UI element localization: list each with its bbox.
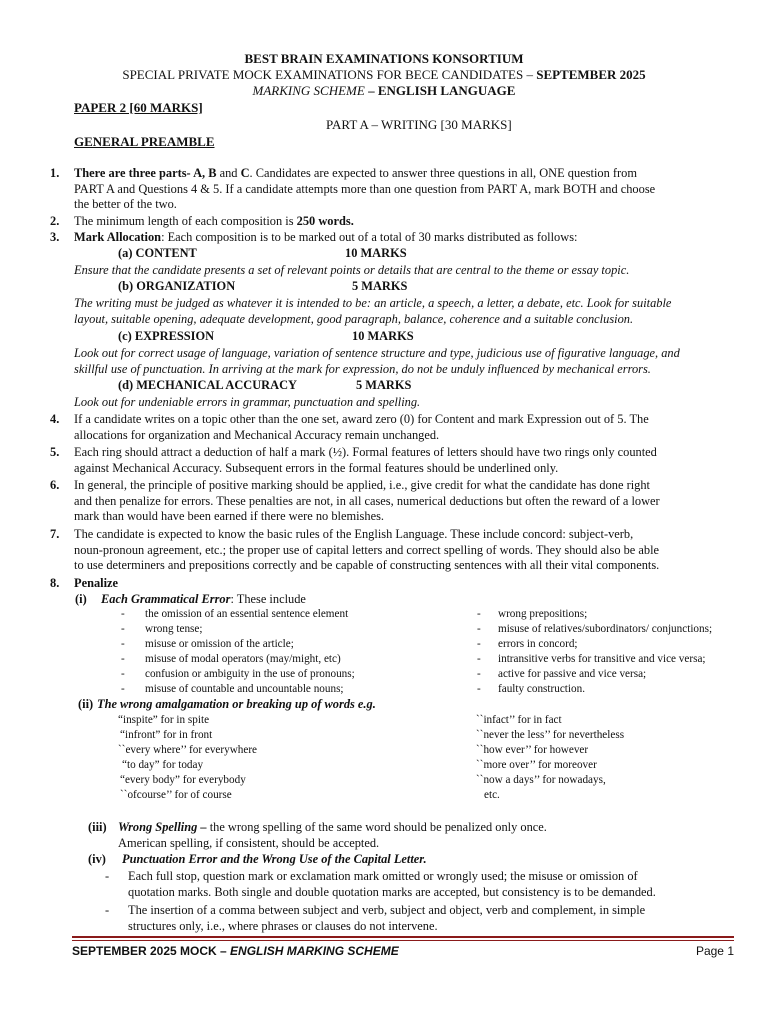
- expression-label: (c) EXPRESSION: [118, 329, 215, 343]
- sub-item-number: (i): [75, 592, 87, 606]
- item-7: [74, 527, 754, 574]
- item-1-lead: There are three parts: [74, 166, 187, 180]
- list-item: ``ofcourse’’ for of course: [120, 789, 232, 801]
- footer-rule: [72, 936, 734, 938]
- mechanical-text: Look out for undeniable errors in grammar, punctuation and spelling.: [74, 395, 421, 409]
- bullet-dash: -: [105, 869, 110, 883]
- item-1-line: the better of the two.: [74, 197, 177, 212]
- punctuation-point-line: Each full stop, question mark or exclamation mark omitted or wrongly used; the misuse or omission of: [128, 869, 638, 883]
- scheme-title: [0, 83, 768, 99]
- mechanical-marks: 5 MARKS: [356, 378, 412, 392]
- organization-text: [74, 296, 754, 327]
- item-5-line: against Mechanical Accuracy. Subsequent errors in the formal features should be underlined only.: [74, 460, 559, 475]
- list-item: ``never the less’’ for nevertheless: [476, 729, 625, 741]
- list-item: wrong tense;: [145, 623, 203, 635]
- item-6-line: and then penalize for errors. These penalties are not, in all cases, numerical deductions but often the reward of a lower: [74, 493, 660, 508]
- punctuation-point-line: quotation marks. Both single and double quotation marks are accepted, but consistency is to be demanded.: [128, 884, 656, 899]
- item-3: [74, 230, 754, 246]
- org-title: BEST BRAIN EXAMINATIONS KONSORTIUM: [244, 51, 524, 66]
- item-5-line: Each ring should attract a deduction of half a mark (½). Formal features of letters should have two rings only counted: [74, 445, 657, 459]
- item-4: [74, 412, 754, 443]
- sub-item-number: (iii): [88, 820, 107, 834]
- bullet-dash: -: [105, 903, 110, 917]
- item-7-line: noun-pronoun agreement, etc.; the proper use of capital letters and correct spelling of words. They should also be able: [74, 542, 660, 557]
- list-item: the omission of an essential sentence element: [145, 608, 349, 620]
- list-item: “inspite” for in spite: [118, 714, 210, 726]
- item-7-line: to use determiners and prepositions correctly and be capable of constructing sentences with all their vital components.: [74, 558, 660, 573]
- item-1-line: [74, 166, 754, 182]
- wrong-spelling-line: American spelling, if consistent, should be accepted.: [118, 836, 380, 850]
- organization-line: layout, suitable opening, adequate development, good paragraph, balance, coherence and a suitable conclusion.: [74, 311, 634, 326]
- item-1: [74, 166, 754, 213]
- grammatical-error-heading: [101, 592, 306, 608]
- organization-label: (b) ORGANIZATION: [118, 279, 236, 293]
- bullet-dash: -: [477, 608, 481, 620]
- list-item: faulty construction.: [498, 683, 585, 695]
- list-item: “every body” for everybody: [120, 774, 246, 786]
- item-number: 3.: [50, 230, 60, 244]
- item-6-line: In general, the principle of positive marking should be applied, i.e., give credit for what the candidate has done right: [74, 478, 650, 492]
- list-item: misuse or omission of the article;: [145, 638, 294, 650]
- punctuation-point-line: structures only, i.e., where phrases or clauses do not intervene.: [128, 918, 438, 933]
- item-number: 8.: [50, 576, 60, 590]
- content-marks: 10 MARKS: [345, 246, 407, 260]
- bullet-dash: -: [477, 653, 481, 665]
- preamble-heading: GENERAL PREAMBLE: [74, 134, 215, 149]
- footer-mock: SEPTEMBER 2025 MOCK –: [72, 944, 231, 958]
- bullet-dash: -: [121, 608, 125, 620]
- wrong-spelling-title: Wrong Spelling –: [118, 820, 207, 834]
- bullet-dash: -: [477, 623, 481, 635]
- bullet-dash: -: [477, 683, 481, 695]
- list-item: ``now a days’’ for nowadays,: [476, 774, 606, 786]
- item-6: [74, 478, 754, 525]
- list-item: “to day” for today: [122, 759, 204, 771]
- item-number: 7.: [50, 527, 60, 541]
- exam-title: [0, 67, 768, 83]
- item-7-line: The candidate is expected to know the basic rules of the English Language. These include concord: subject-verb,: [74, 527, 634, 541]
- item-8-title: Penalize: [74, 576, 119, 590]
- list-item: ``how ever’’ for however: [476, 744, 589, 756]
- item-3-text: : Each composition is to be marked out of a total of 30 marks distributed as follows:: [161, 230, 578, 244]
- item-6-line: mark than would have been earned if there were no blemishes.: [74, 509, 384, 524]
- item-5: [74, 445, 754, 476]
- exam-title-text: SPECIAL PRIVATE MOCK EXAMINATIONS FOR BECE CANDIDATES –: [122, 67, 537, 82]
- mechanical-label: (d) MECHANICAL ACCURACY: [118, 378, 297, 392]
- list-item: confusion or ambiguity in the use of pronouns;: [145, 668, 355, 680]
- list-item: ``every where’’ for everywhere: [118, 744, 258, 756]
- bullet-dash: -: [477, 668, 481, 680]
- part-heading: PART A – WRITING [30 MARKS]: [326, 117, 512, 132]
- bullet-dash: -: [121, 683, 125, 695]
- item-1-line: PART A and Questions 4 & 5. If a candidate attempts more than one question from PART A, mark BOTH and choose: [74, 181, 656, 196]
- punctuation-point: [128, 869, 748, 900]
- list-item: misuse of countable and uncountable nouns;: [145, 683, 344, 695]
- item-number: 2.: [50, 214, 60, 228]
- item-2: [74, 214, 754, 230]
- item-4-line: If a candidate writes on a topic other than the one set, award zero (0) for Content and mark Expression out of 5. The: [74, 412, 649, 426]
- item-2-text: The minimum length of each composition is: [74, 214, 297, 228]
- footer-scheme: ENGLISH MARKING SCHEME: [230, 944, 399, 958]
- list-item: misuse of relatives/subordinators/ conjunctions;: [498, 623, 713, 635]
- amalgamation-heading: The wrong amalgamation or breaking up of words e.g.: [97, 697, 376, 711]
- list-item: wrong prepositions;: [498, 608, 588, 620]
- item-2-min-words: 250 words.: [296, 214, 354, 228]
- item-1-and: and: [216, 166, 241, 180]
- list-item: ``infact’’ for in fact: [476, 714, 562, 726]
- item-number: 6.: [50, 478, 60, 492]
- expression-line: skillful use of punctuation. In arriving at the mark for expression, do not be unduly influenced by mechanical errors.: [74, 361, 651, 376]
- scheme-label: MARKING SCHEME: [252, 83, 365, 98]
- footer-title: [72, 944, 399, 960]
- wrong-spelling-line: [118, 820, 547, 836]
- paper-heading: PAPER 2 [60 MARKS]: [74, 100, 203, 115]
- item-number: 5.: [50, 445, 60, 459]
- list-item: active for passive and vice versa;: [498, 668, 647, 680]
- grammatical-error-rest: : These include: [230, 592, 306, 606]
- bullet-dash: -: [121, 668, 125, 680]
- list-item: etc.: [484, 789, 500, 801]
- list-item: “infront” for in front: [120, 729, 213, 741]
- item-3-lead: Mark Allocation: [74, 230, 162, 244]
- content-text: Ensure that the candidate presents a set of relevant points or details that are central to the theme or essay topic.: [74, 263, 630, 277]
- subject-label: – ENGLISH LANGUAGE: [364, 83, 516, 98]
- list-item: errors in concord;: [498, 638, 578, 650]
- list-item: misuse of modal operators (may/might, etc): [145, 653, 341, 665]
- page-number: Page 1: [695, 944, 734, 958]
- footer-rule-thin: [72, 940, 734, 941]
- bullet-dash: -: [121, 653, 125, 665]
- organization-line: The writing must be judged as whatever it is intended to be: an article, a speech, a letter, a debate, etc. Look for suitable: [74, 296, 672, 310]
- sub-item-number: (iv): [88, 852, 106, 866]
- wrong-spelling-text: the wrong spelling of the same word should be penalized only once.: [206, 820, 547, 834]
- exam-date: SEPTEMBER 2025: [536, 67, 646, 82]
- expression-marks: 10 MARKS: [352, 329, 414, 343]
- item-1-text: . Candidates are expected to answer three questions in all, ONE question from: [249, 166, 637, 180]
- bullet-dash: -: [121, 623, 125, 635]
- item-4-line: allocations for organization and Mechanical Accuracy remain unchanged.: [74, 427, 440, 442]
- organization-marks: 5 MARKS: [352, 279, 408, 293]
- content-label: (a) CONTENT: [118, 246, 197, 260]
- punctuation-point: [128, 903, 748, 934]
- item-number: 1.: [50, 166, 60, 180]
- bullet-dash: -: [477, 638, 481, 650]
- list-item: ``more over’’ for moreover: [476, 759, 597, 771]
- expression-text: [74, 346, 754, 377]
- punctuation-point-line: The insertion of a comma between subject and verb, subject and object, verb and complement, in simple: [128, 903, 646, 917]
- expression-line: Look out for correct usage of language, variation of sentence structure and type, judicious use of figurative language, and: [74, 346, 680, 360]
- item-1-part-c: C: [240, 166, 250, 180]
- sub-item-number: (ii): [78, 697, 94, 711]
- punctuation-heading: Punctuation Error and the Wrong Use of the Capital Letter.: [122, 852, 427, 866]
- bullet-dash: -: [121, 638, 125, 650]
- grammatical-error-title: Each Grammatical Error: [101, 592, 231, 606]
- item-number: 4.: [50, 412, 60, 426]
- list-item: intransitive verbs for transitive and vice versa;: [498, 653, 706, 665]
- item-1-parts: - A, B: [186, 166, 217, 180]
